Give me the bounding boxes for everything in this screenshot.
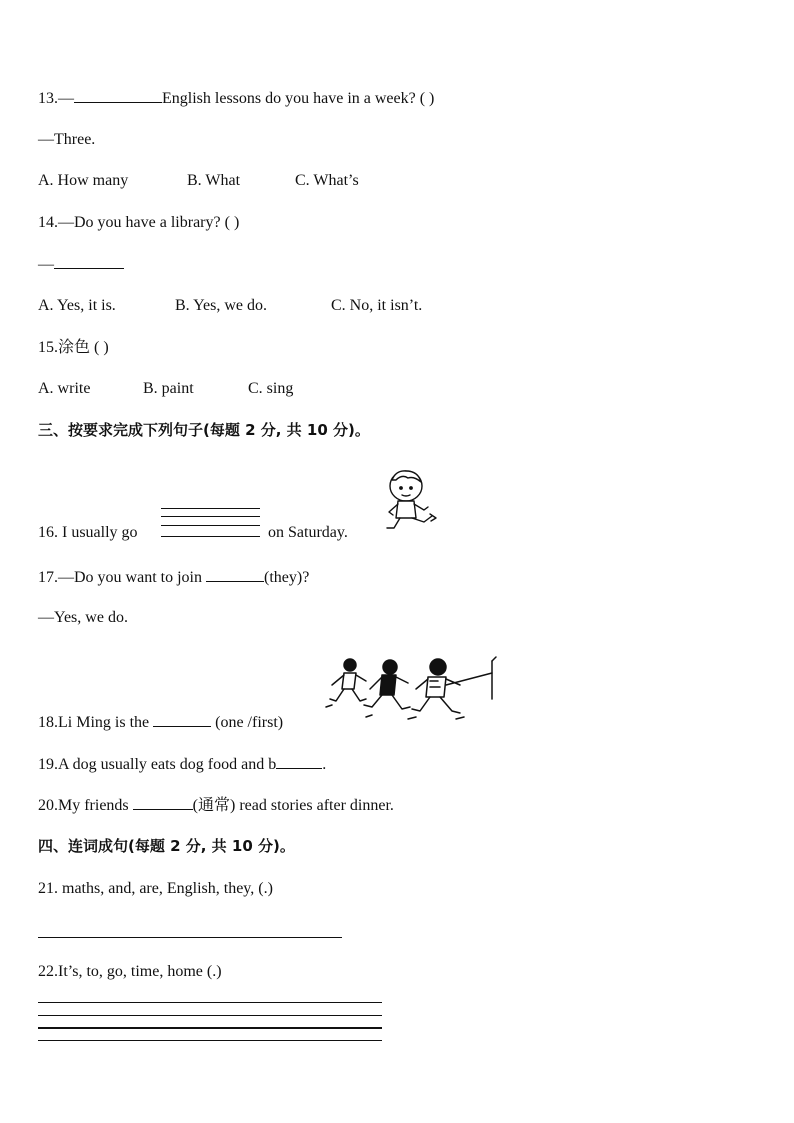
q14-option-c[interactable]: C. No, it isn’t. xyxy=(331,297,423,314)
q17-after: (they)? xyxy=(264,569,310,586)
q16-blank-line-3 xyxy=(161,525,260,526)
q19-before: 19.A dog usually eats dog food and b xyxy=(38,756,277,773)
q20-before: 20.My friends xyxy=(38,797,133,814)
q16-before: 16. I usually go xyxy=(38,524,138,541)
q16-blank-line-4[interactable] xyxy=(161,536,260,537)
q14-prefix: — xyxy=(38,256,54,273)
question-15: 15.涂色 ( ) xyxy=(38,339,109,356)
question-20 xyxy=(38,795,394,816)
running-boy-illustration xyxy=(384,468,444,540)
q16-after: on Saturday. xyxy=(268,524,348,541)
q16-blank-line-1 xyxy=(161,508,260,509)
q19-after: . xyxy=(322,756,327,773)
q15-option-c[interactable]: C. sing xyxy=(248,380,294,397)
q22-answer-line-2 xyxy=(38,1015,382,1016)
question-18 xyxy=(38,712,283,733)
q13-option-a[interactable]: A. How many xyxy=(38,172,129,189)
q21-answer-line[interactable] xyxy=(38,937,342,938)
q13-option-b[interactable]: B. What xyxy=(187,172,241,189)
question-21: 21. maths, and, are, English, they, (.) xyxy=(38,880,273,897)
q20-blank[interactable] xyxy=(133,795,193,810)
q17-before: 17.—Do you want to join xyxy=(38,569,206,586)
q14-answer-line xyxy=(38,254,124,275)
question-14: 14.—Do you have a library? ( ) xyxy=(38,214,240,231)
q13-options xyxy=(38,171,359,191)
q14-option-a[interactable]: A. Yes, it is. xyxy=(38,297,116,314)
q13-blank[interactable] xyxy=(74,88,162,103)
q18-after: (one /first) xyxy=(211,714,284,731)
q13-text: English lessons do you have in a week? ( ) xyxy=(162,90,435,107)
q13-prefix: 13.— xyxy=(38,90,74,107)
q15-options xyxy=(38,379,293,399)
q14-options xyxy=(38,296,422,316)
running-race-illustration xyxy=(326,655,498,725)
q15-option-b[interactable]: B. paint xyxy=(143,380,194,397)
q22-answer-line-3 xyxy=(38,1027,382,1029)
q13-answer: —Three. xyxy=(38,131,96,148)
question-17 xyxy=(38,567,309,588)
q17-answer: —Yes, we do. xyxy=(38,609,128,626)
q13-option-c[interactable]: C. What’s xyxy=(295,172,359,189)
q14-blank[interactable] xyxy=(54,254,124,269)
q17-blank[interactable] xyxy=(206,567,264,582)
q20-after: (通常) read stories after dinner. xyxy=(192,797,394,814)
q22-answer-line-4 xyxy=(38,1040,382,1041)
q18-before: 18.Li Ming is the xyxy=(38,714,154,731)
question-13 xyxy=(38,88,434,109)
q18-blank[interactable] xyxy=(153,712,211,727)
q16-blank-line-2 xyxy=(161,516,260,517)
q15-option-a[interactable]: A. write xyxy=(38,380,91,397)
section-3-title: 三、按要求完成下列句子(每题 2 分, 共 10 分)。 xyxy=(38,421,370,439)
q19-blank[interactable] xyxy=(276,754,322,769)
q14-option-b[interactable]: B. Yes, we do. xyxy=(175,297,268,314)
question-22: 22.It’s, to, go, time, home (.) xyxy=(38,963,222,980)
q22-answer-line-1[interactable] xyxy=(38,1002,382,1003)
question-19 xyxy=(38,754,326,775)
section-4-title: 四、连词成句(每题 2 分, 共 10 分)。 xyxy=(38,837,295,855)
